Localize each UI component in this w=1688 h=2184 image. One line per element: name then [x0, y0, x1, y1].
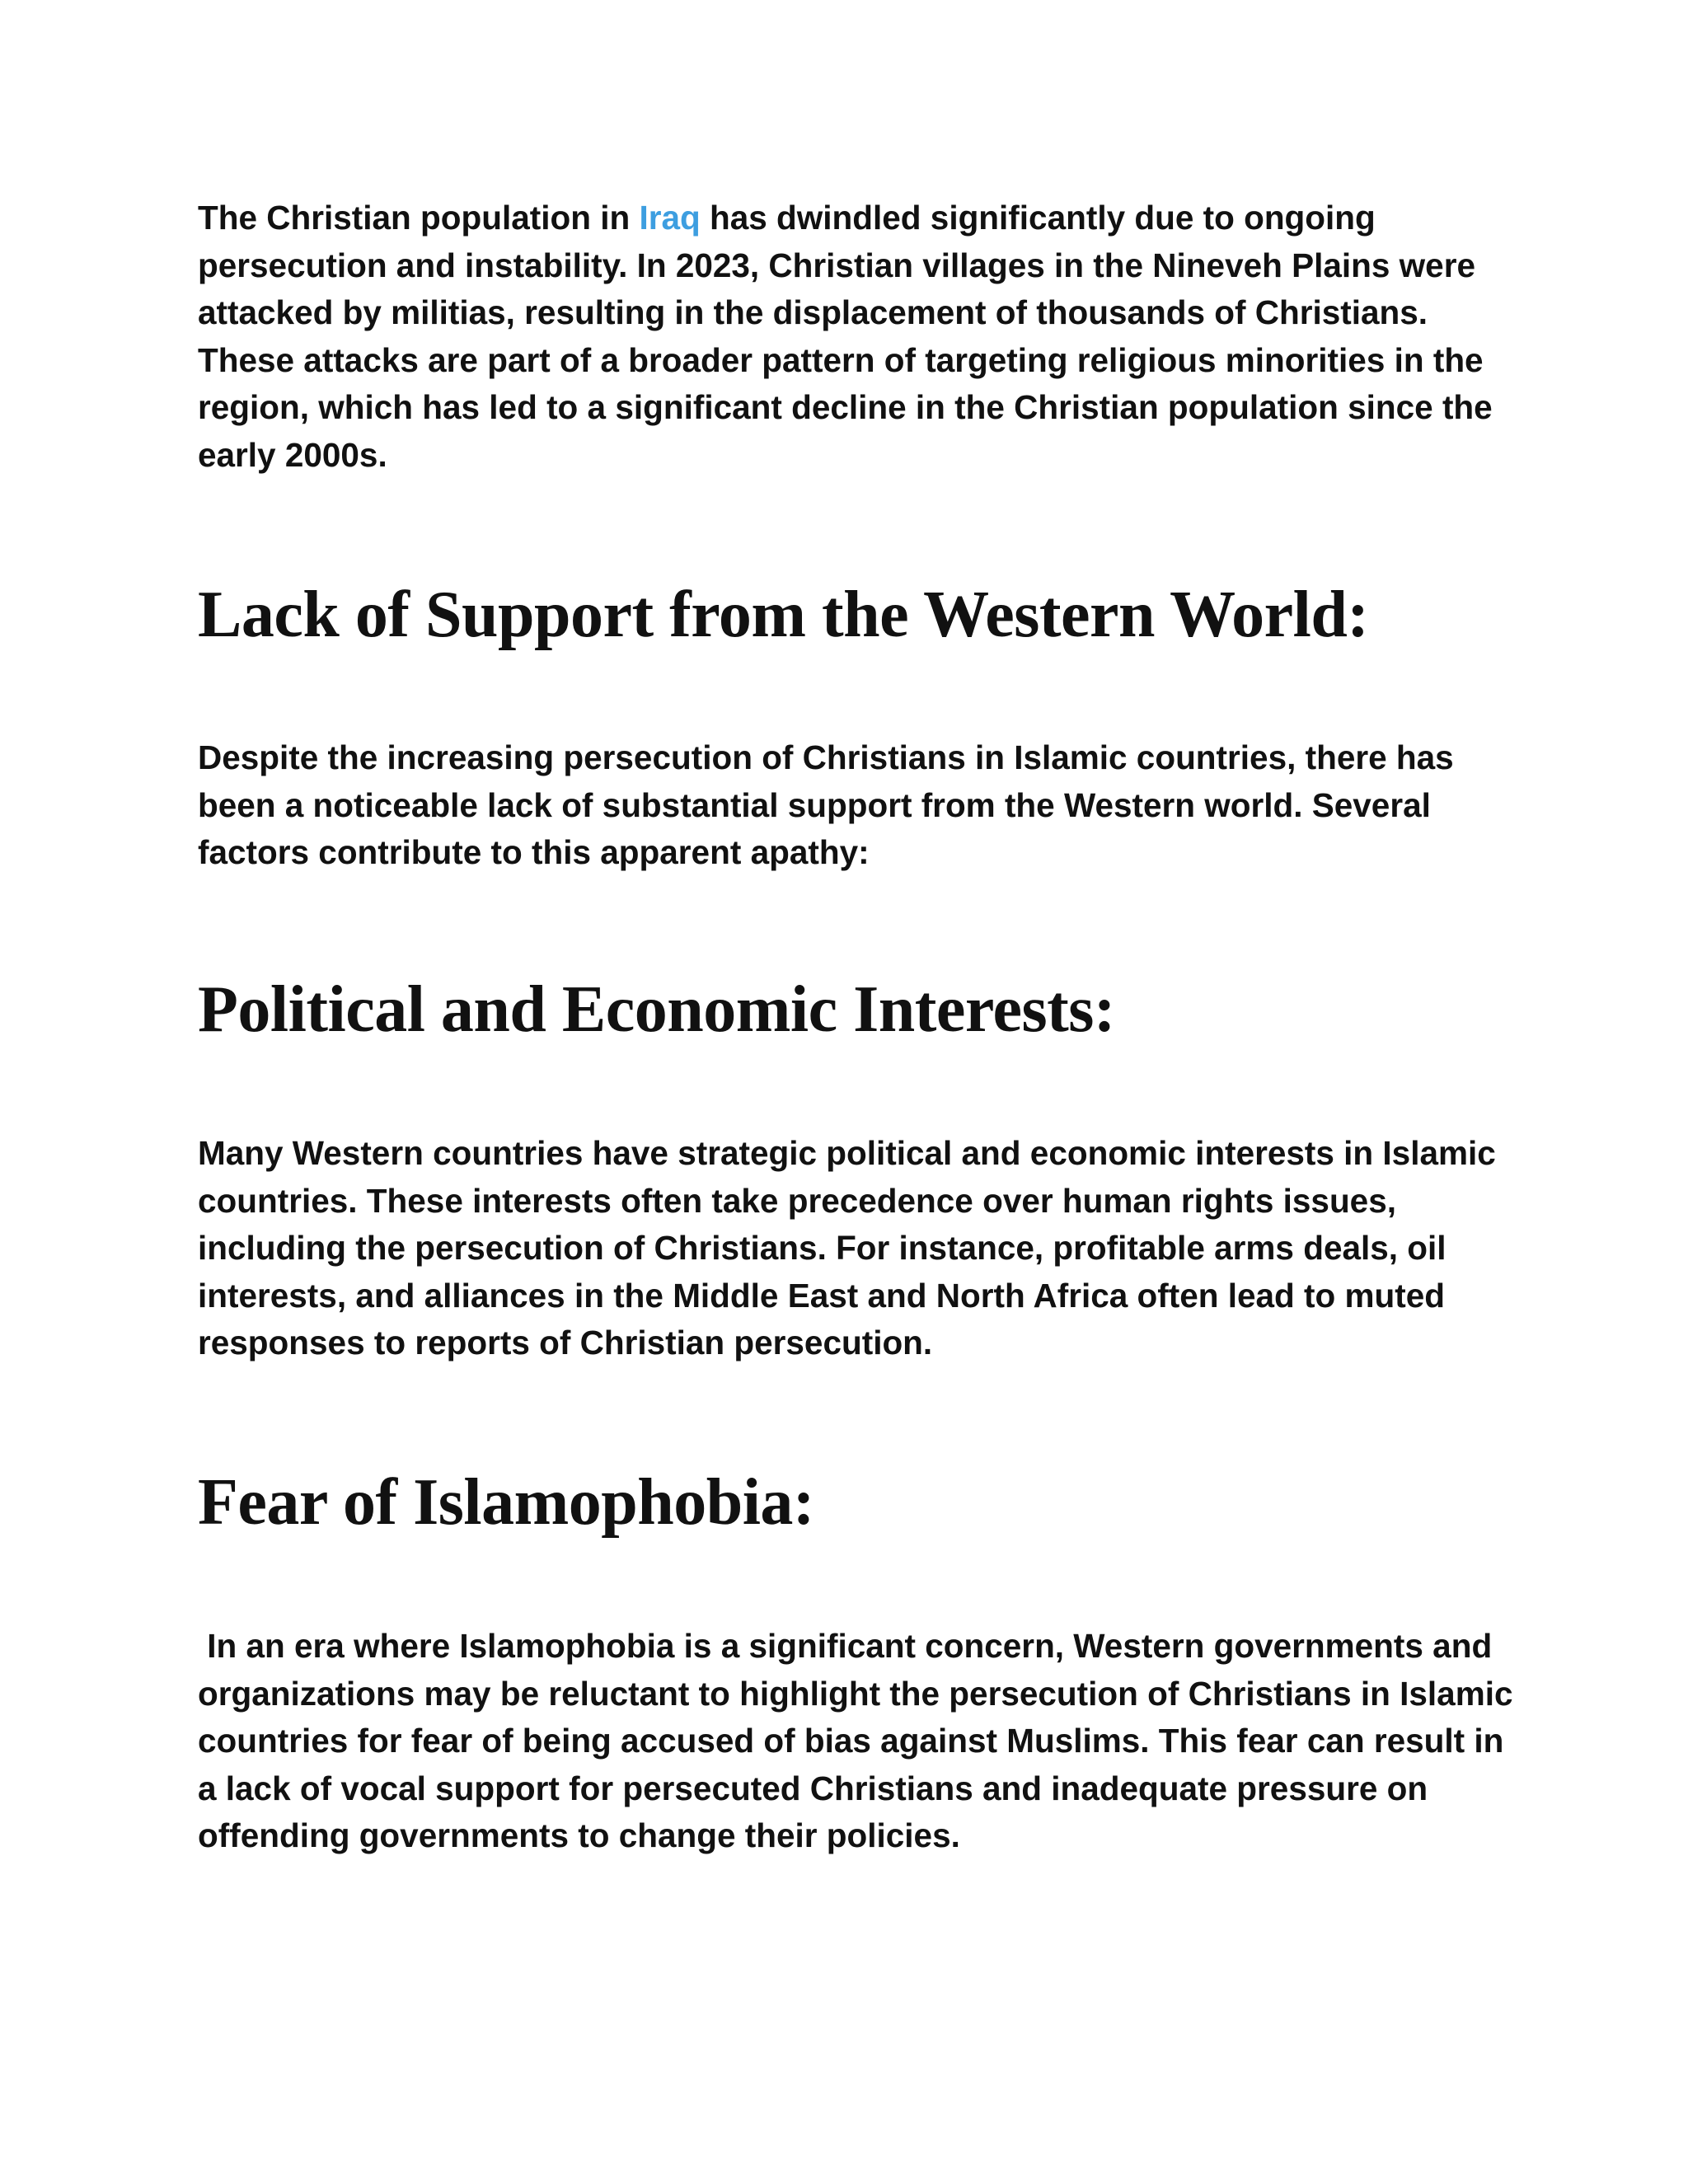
- iraq-link[interactable]: Iraq: [639, 199, 701, 237]
- heading-lack-of-support: Lack of Support from the Western World:: [198, 579, 1369, 651]
- paragraph-fear-of-islamophobia: In an era where Islamophobia is a significant concern, Western governments and organizations may be reluctant to highlight the persecution of Christians in Islamic countries for fear of being accused of bias against Muslims. This fear can result in a lack of vocal support for persecuted Christians and inadequate pressure on offending governments to change their policies.: [198, 1627, 1522, 1854]
- heading-fear-of-islamophobia: Fear of Islamophobia:: [198, 1466, 815, 1539]
- paragraph-iraq-christians: [198, 194, 1517, 479]
- paragraph-political-economic-interests: Many Western countries have strategic political and economic interests in Islamic countries. These interests often take precedence over human rights issues, including the persecution of Christians. For instance, profitable arms deals, oil interests, and alliances in the Middle East and North Africa often lead to muted responses to reports of Christian persecution.: [198, 1134, 1496, 1361]
- paragraph-iraq-text-before: The Christian population in: [198, 199, 640, 237]
- paragraph-iraq-text-after: has dwindled significantly due to ongoing persecution and instability. In 2023, Christian villages in the Nineveh Plains were attacked by militias, resulting in the displacement of thousands of Christians. These attacks are part of a broader pattern of targeting religious minorities in the region, which has led to a significant decline in the Christian population since the early 2000s.: [198, 199, 1493, 474]
- paragraph-lack-of-support: Despite the increasing persecution of Christians in Islamic countries, there has been a noticeable lack of substantial support from the Western world. Several factors contribute to this apparent apathy:: [198, 738, 1454, 871]
- heading-political-economic-interests: Political and Economic Interests:: [198, 973, 1116, 1046]
